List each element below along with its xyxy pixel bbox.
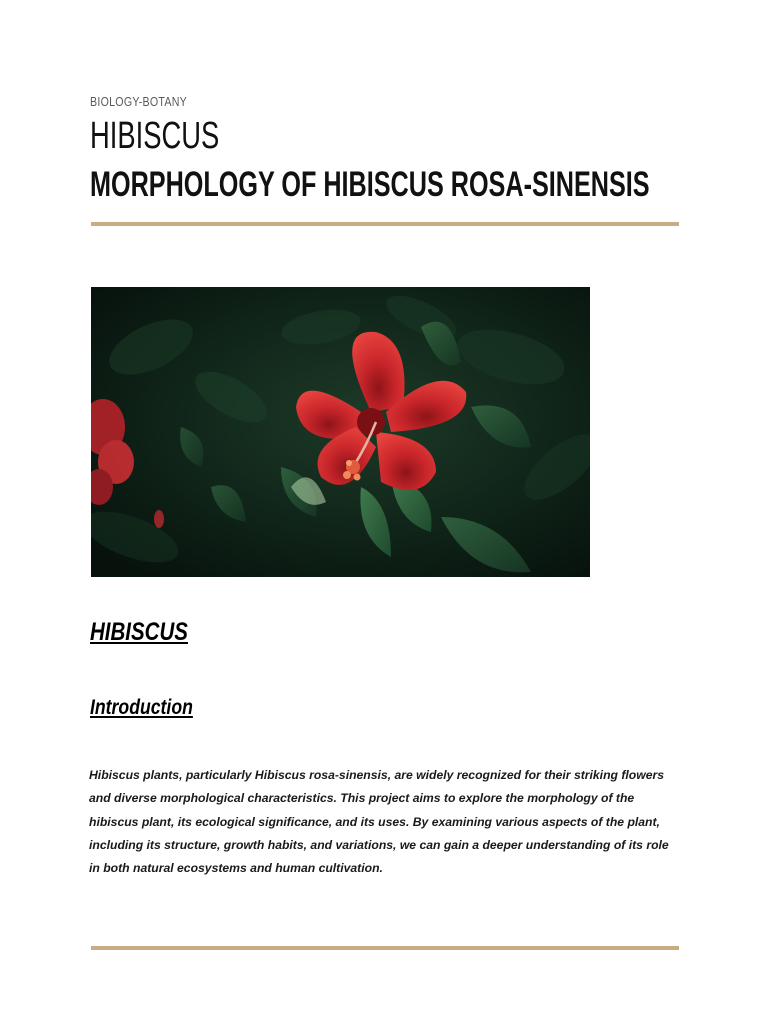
bottom-divider <box>91 946 679 950</box>
hibiscus-photo <box>91 287 590 577</box>
document-subtitle: MORPHOLOGY OF HIBISCUS ROSA-SINENSIS <box>90 165 650 204</box>
document-title: HIBISCUS <box>90 115 220 157</box>
section-heading: HIBISCUS <box>90 618 188 646</box>
subsection-heading: Introduction <box>90 696 193 719</box>
intro-paragraph: Hibiscus plants, particularly Hibiscus rosa-sinensis, are widely recognized for their striking flowers and diverse morphological characteristics. This project aims to explore the morphology of the hibiscus plant, its ecological significance, and its uses. By examining various aspects of the plant, including its structure, growth habits, and variations, we can gain a deeper understanding of its role in both natural ecosystems and human cultivation. <box>89 768 669 876</box>
top-divider <box>91 222 679 226</box>
document-category: BIOLOGY-BOTANY <box>90 94 188 109</box>
